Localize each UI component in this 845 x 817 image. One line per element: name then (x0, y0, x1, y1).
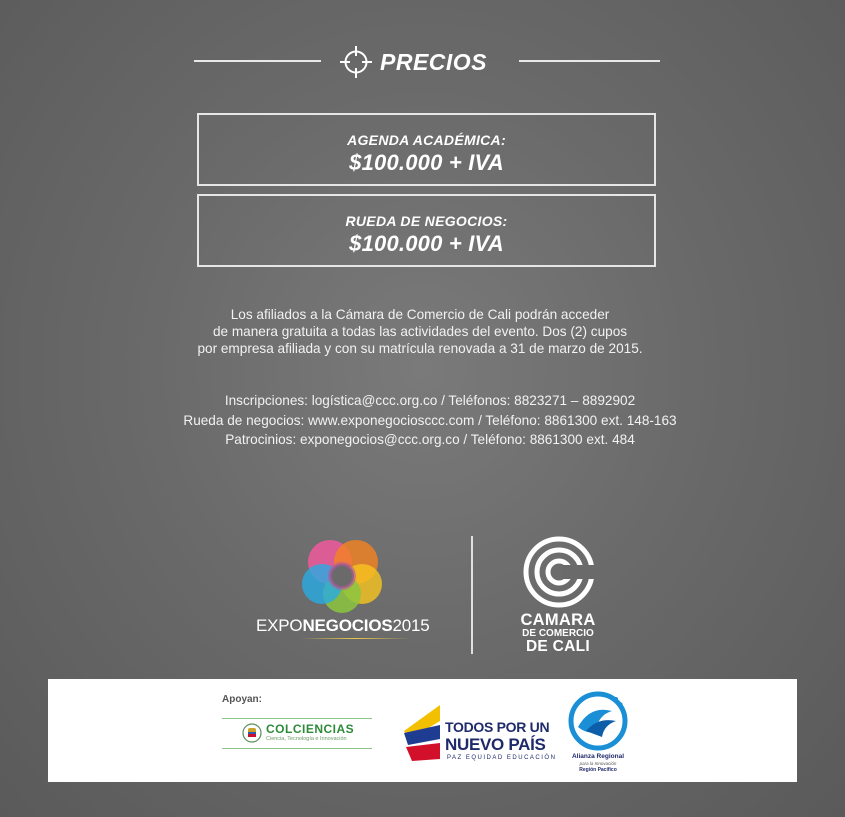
alianza-line3: Región Pacífico (579, 767, 617, 773)
notice-line: Los afiliados a la Cámara de Comercio de Cali podrán acceder (230, 307, 610, 322)
alianza-wave-icon (568, 691, 628, 751)
alianza-line2: para la Innovación (579, 761, 617, 766)
sponsors-footer (48, 679, 797, 782)
contact-list (100, 391, 760, 450)
contact-patrocinios: Patrocinios: exponegocios@ccc.org.co / Teléfono: 8861300 ext. 484 (225, 432, 635, 447)
notice-line: de manera gratuita a todas las actividades del evento. Dos (2) cupos (212, 324, 628, 339)
expo-underline (300, 638, 410, 639)
colciencias-logo (222, 718, 372, 749)
expo-bold: NEGOCIOS (302, 616, 393, 635)
apoyan-label: Apoyan: (222, 694, 262, 705)
price-label: AGENDA ACADÉMICA: (347, 132, 506, 148)
expo-year: 2015 (392, 616, 430, 635)
camara-line2: DE COMERCIO (522, 628, 594, 639)
colciencias-name: COLCIENCIAS (266, 722, 355, 736)
camara-line3: DE CALI (525, 638, 591, 655)
colombia-seal-icon (242, 723, 262, 743)
price-box-agenda (197, 113, 656, 186)
colciencias-subtitle: Ciencia, Tecnología e Innovación (266, 736, 347, 742)
expo-logo-icon (300, 534, 384, 614)
contact-inscripciones: Inscripciones: logística@ccc.org.co / Teléfonos: 8823271 – 8892902 (224, 393, 636, 408)
price-box-rueda (197, 194, 656, 267)
price-value: $100.000 + IVA (349, 150, 504, 175)
camara-logo-text (510, 612, 606, 655)
price-label: RUEDA DE NEGOCIOS: (345, 213, 508, 229)
expo-prefix: EXPO (256, 616, 303, 635)
todos-line1: TODOS POR UN (445, 719, 550, 735)
title-rule-right (519, 60, 660, 62)
page-title-text: PRECIOS (380, 48, 488, 75)
expo-logo-text (256, 616, 430, 636)
title-rule-left (194, 60, 321, 62)
camara-line1: CAMARA (520, 611, 596, 629)
todos-flag-icon (400, 701, 444, 765)
notice-paragraph (120, 306, 720, 357)
contact-rueda: Rueda de negocios: www.exponegociosccc.com / Teléfono: 8861300 ext. 148-163 (183, 412, 677, 428)
logo-divider (471, 536, 473, 654)
page-title (340, 46, 520, 78)
todos-line3: PAZ EQUIDAD EDUCACIÓN (447, 755, 557, 761)
todos-line2: NUEVO PAÍS (445, 735, 546, 754)
price-value: $100.000 + IVA (349, 231, 504, 256)
camara-logo-icon (522, 535, 596, 609)
notice-line: por empresa afiliada y con su matrícula renovada a 31 de marzo de 2015. (197, 341, 643, 356)
alianza-line1: Alianza Regional (571, 753, 624, 760)
crosshair-icon (340, 46, 372, 78)
